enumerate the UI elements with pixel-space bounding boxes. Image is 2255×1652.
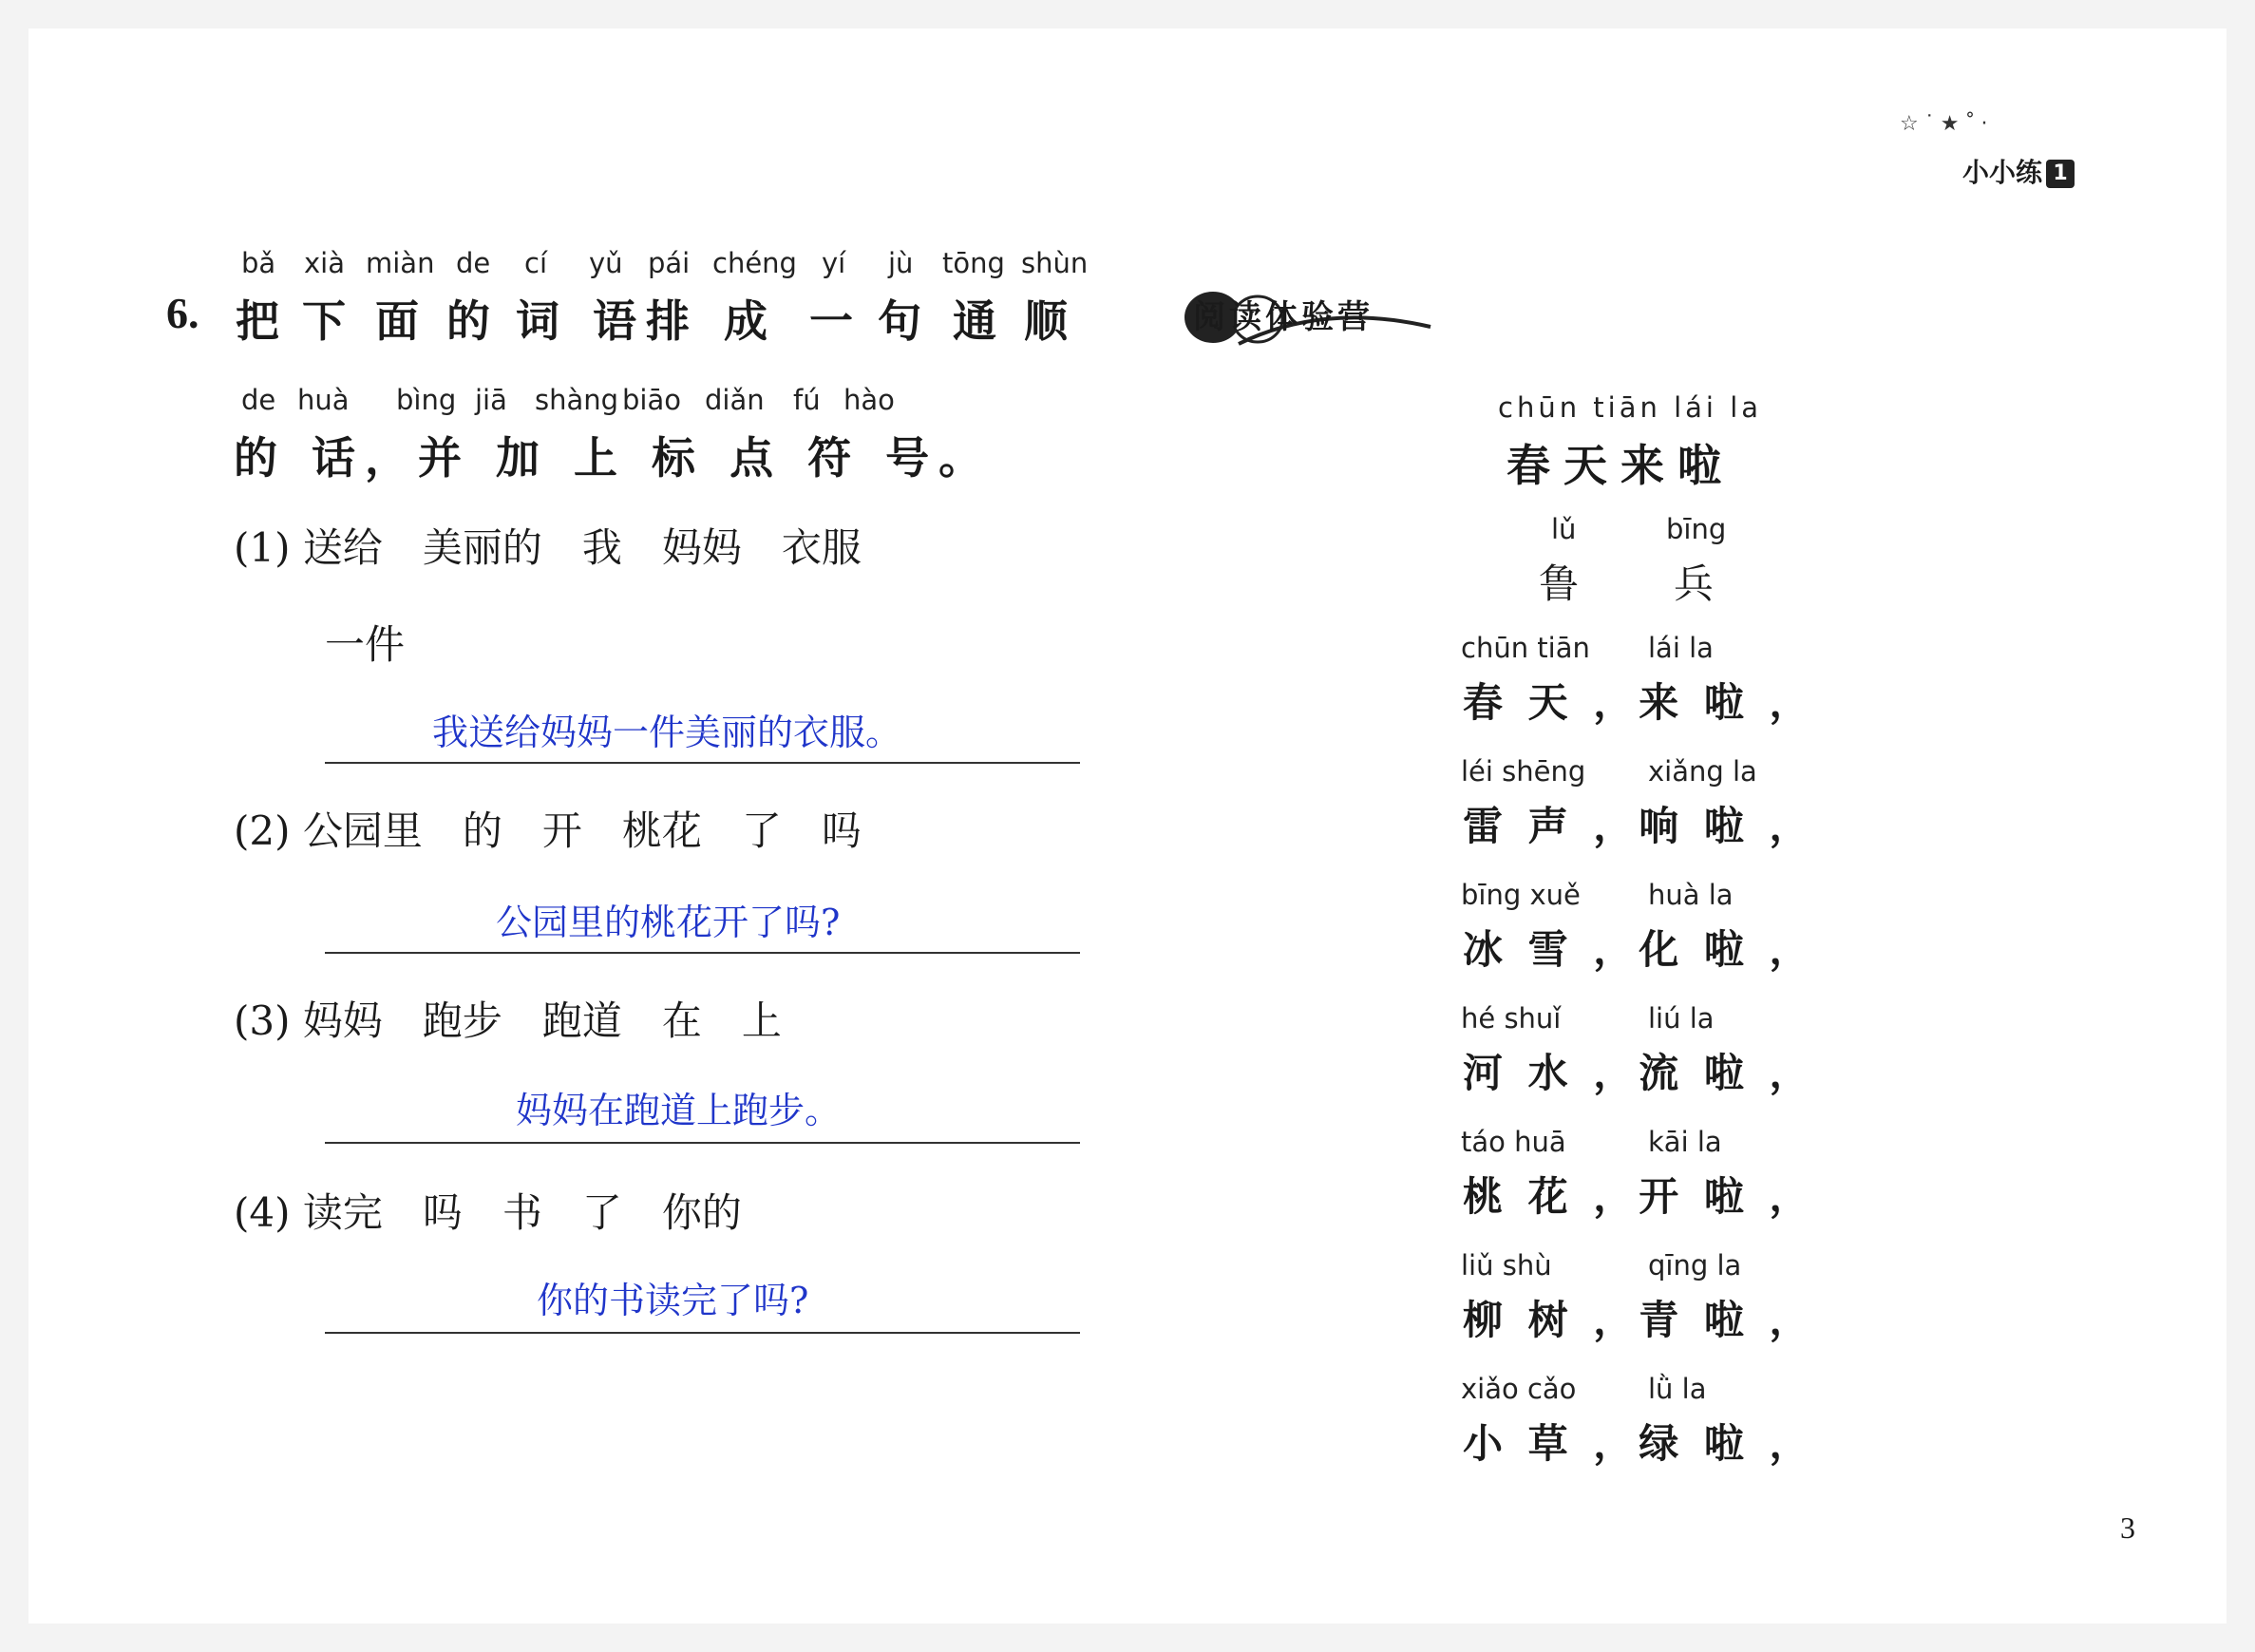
item-label: (4) [234, 1189, 291, 1236]
poem-line-pinyin-a: bīng xuě [1461, 879, 1581, 911]
pinyin-syllable: yí [822, 247, 846, 279]
hanzi-char: 词 [516, 295, 559, 347]
poem-line-pinyin-b: qīng la [1648, 1249, 1742, 1282]
answer-4: 你的书读完了吗? [537, 1280, 809, 1321]
answer-line-1 [325, 762, 1080, 764]
poem-line-pinyin-b: lǜ la [1648, 1373, 1707, 1405]
poem-line-pinyin-a: xiǎo cǎo [1461, 1373, 1577, 1405]
page-number: 3 [2120, 1510, 2135, 1545]
poem-line-pinyin-a: léi shēng [1461, 755, 1586, 788]
item-words: 读完 吗 书 了 你的 [302, 1189, 742, 1236]
badge-text: 小小练 [1962, 157, 2043, 188]
poem-line-text: 柳 树 ，青 啦 ， [1463, 1297, 1815, 1343]
hanzi-char: 句 [878, 295, 921, 347]
poem-title-pinyin: chūn tiān lái la [1498, 391, 1763, 424]
pinyin-syllable: jiā [475, 384, 507, 416]
hanzi-char: 一 [809, 295, 853, 347]
pinyin-syllable: hào [843, 384, 895, 416]
answer-line-2 [325, 952, 1080, 954]
answer-3: 妈妈在跑道上跑步。 [516, 1090, 842, 1131]
question-chars-line2: 的 话，并 加 上 标 点 符 号。 [234, 432, 993, 484]
section-badge [1962, 152, 2075, 190]
author-pinyin-1: lǔ [1551, 513, 1577, 545]
poem-title: 春天来啦 [1506, 440, 1734, 491]
poem-line-pinyin-a: liǔ shù [1461, 1249, 1552, 1282]
item-words: 送给 美丽的 我 妈妈 衣服 [302, 524, 862, 571]
pinyin-syllable: shùn [1021, 247, 1089, 279]
hanzi-char: 成 [724, 295, 767, 347]
pinyin-syllable: tōng [942, 247, 1005, 279]
poem-line-pinyin-a: táo huā [1461, 1126, 1566, 1158]
pinyin-syllable: bìng [396, 384, 457, 416]
stars-decoration-icon: ☆˙★˚· [1900, 112, 1994, 136]
poem-line-text: 春 天 ，来 啦 ， [1463, 679, 1815, 726]
pinyin-syllable: de [241, 384, 276, 416]
poem-line-text: 小 草 ，绿 啦 ， [1463, 1420, 1815, 1467]
hanzi-char: 排 [646, 295, 690, 347]
hanzi-char: 通 [953, 295, 996, 347]
poem-line-pinyin-b: huà la [1648, 879, 1734, 911]
poem-line-pinyin-a: chūn tiān [1461, 632, 1590, 664]
answer-line-4 [325, 1332, 1080, 1334]
pinyin-syllable: cí [524, 247, 548, 279]
poem-line-pinyin-b: kāi la [1648, 1126, 1722, 1158]
pinyin-syllable: yǔ [589, 247, 623, 279]
item-3 [234, 990, 782, 1047]
pinyin-syllable: jù [888, 247, 914, 279]
answer-2: 公园里的桃花开了吗? [496, 902, 841, 943]
badge-number: 1 [2046, 160, 2075, 188]
poem-line-pinyin-b: lái la [1648, 632, 1714, 664]
item-4 [234, 1182, 742, 1239]
answer-1: 我送给妈妈一件美丽的衣服。 [432, 712, 902, 753]
poem-line-pinyin-a: hé shuǐ [1461, 1002, 1562, 1035]
item-label: (3) [234, 997, 291, 1044]
question-number: 6. [166, 289, 199, 337]
pinyin-syllable: xià [304, 247, 345, 279]
hanzi-char: 顺 [1024, 295, 1068, 347]
item-label: (1) [234, 524, 291, 571]
item-1 [234, 517, 862, 574]
author-char-1: 鲁 [1539, 560, 1580, 607]
author-char-2: 兵 [1674, 560, 1715, 607]
poem-line-pinyin-b: xiǎng la [1648, 755, 1757, 788]
hanzi-char: 下 [302, 295, 346, 347]
pinyin-syllable: de [456, 247, 491, 279]
pinyin-syllable: shàng [535, 384, 619, 416]
hanzi-char: 把 [236, 295, 279, 347]
pinyin-syllable: biāo [622, 384, 681, 416]
banner-text: 阅读体验营 [1193, 298, 1374, 336]
pinyin-syllable: diǎn [705, 384, 765, 416]
poem-line-text: 雷 声 ，响 啦 ， [1463, 803, 1815, 849]
poem-line-text: 桃 花 ，开 啦 ， [1463, 1173, 1815, 1220]
item-2 [234, 800, 862, 857]
pinyin-syllable: huà [297, 384, 350, 416]
poem-line-text: 冰 雪 ，化 啦 ， [1463, 926, 1815, 973]
pinyin-syllable: fú [793, 384, 821, 416]
reading-banner [1182, 274, 1438, 355]
item-words: 公园里 的 开 桃花 了 吗 [302, 807, 862, 854]
pinyin-syllable: bǎ [241, 247, 276, 279]
poem-line-pinyin-b: liú la [1648, 1002, 1715, 1035]
author-pinyin-2: bīng [1666, 513, 1727, 545]
poem-line-text: 河 水 ，流 啦 ， [1463, 1050, 1815, 1096]
item-words: 妈妈 跑步 跑道 在 上 [302, 997, 782, 1044]
hanzi-char: 语 [593, 295, 636, 347]
pinyin-syllable: chéng [712, 247, 797, 279]
hanzi-char: 的 [446, 295, 490, 347]
hanzi-char: 面 [375, 295, 419, 347]
pinyin-syllable: miàn [366, 247, 435, 279]
item-label: (2) [234, 807, 291, 854]
pinyin-syllable: pái [648, 247, 691, 279]
item-1-words-cont: 一件 [325, 621, 406, 668]
answer-line-3 [325, 1142, 1080, 1144]
